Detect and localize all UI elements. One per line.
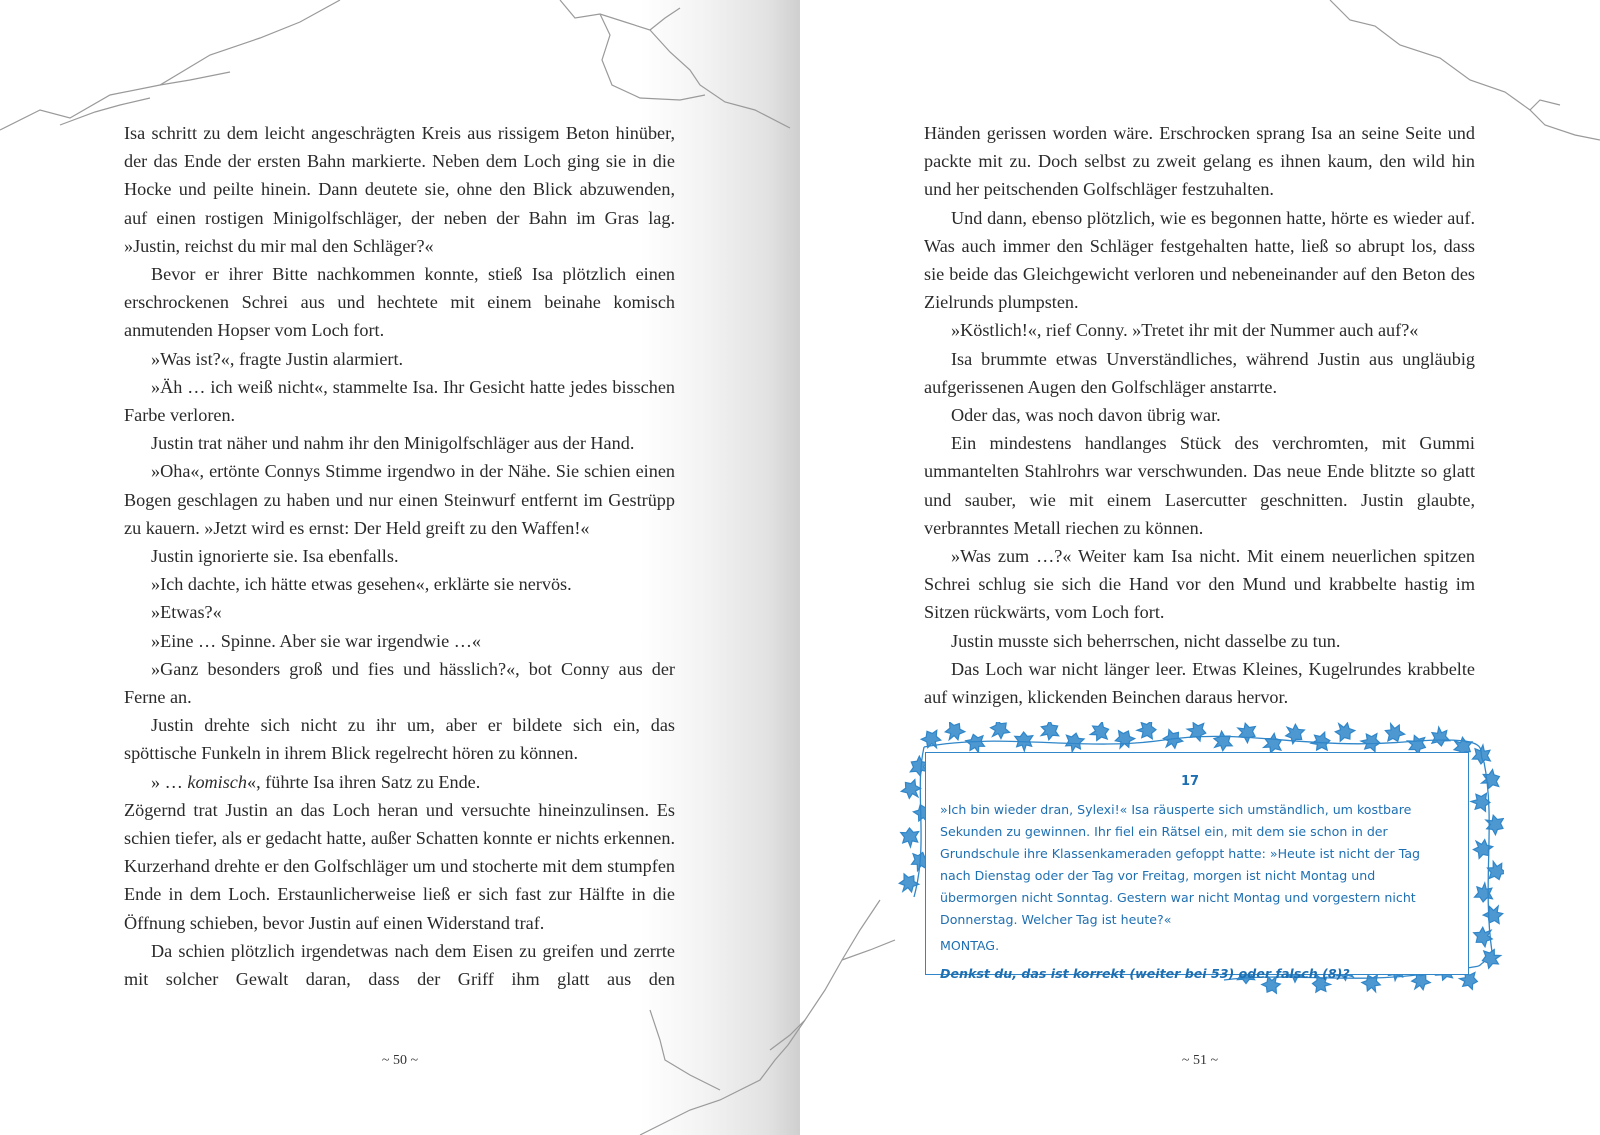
paragraph: »Etwas?« bbox=[151, 602, 222, 623]
paragraph: »Äh … ich weiß nicht«, stammelte Isa. Ihr Gesicht hatte jedes bisschen Farbe verloren. bbox=[124, 376, 675, 426]
paragraph: Justin drehte sich nicht zu ihr um, aber er bildete sich ein, das spöttische Funkeln in ihrem Blick regelrecht hören zu können. bbox=[124, 715, 675, 764]
riddle-content bbox=[940, 753, 1440, 985]
riddle-question-post: )? bbox=[1336, 966, 1350, 981]
komisch-italic: komisch bbox=[187, 771, 247, 792]
paragraph: Bevor er ihrer Bitte nachkommen konnte, stieß Isa plötzlich einen erschrockenen Schrei aus und hechtete mit einem beinahe komisch anmutenden Hopser vom Loch fort. bbox=[124, 264, 675, 341]
komisch-post: «, führte Isa ihren Satz zu Ende. bbox=[246, 771, 481, 792]
left-text-column bbox=[124, 119, 675, 993]
riddle-text: »Ich bin wieder dran, Sylexi!« Isa räusperte sich umständlich, um kostbare Sekunden zu gewinnen. Ihr fiel ein Rätsel ein, mit dem sie schon in der Grundschule ihre Klassenkameraden gefoppt hatte: »Heute ist nicht der Tag nach Dienstag oder der Tag vor Freitag, morgen ist nicht Montag und übermorgen nicht Sonntag. Gestern war nicht Montag und vorgestern nicht Donnerstag. Welcher Tag ist heute?« bbox=[940, 802, 1421, 927]
paragraph: Ein mindestens handlanges Stück des verchromten, mit Gummi ummantelten Stahlrohrs war verschwunden. Das neue Ende blitzte so glatt und sauber, wie mit einem Lasercutter geschnitten. Justin glaubte, verbranntes Metall riechen zu können. bbox=[924, 433, 1475, 538]
paragraph-komisch bbox=[124, 768, 675, 796]
paragraph: »Was zum …?« Weiter kam Isa nicht. Mit einem neuerlichen spitzen Schrei schlug sie sich die Hand vor den Mund und krabbelte hastig im Sitzen rückwärts, vom Loch fort. bbox=[924, 546, 1475, 623]
paragraph: Isa brummte etwas Unverständliches, während Justin aus ungläubig aufgerissenen Augen den Golfschläger anstarrte. bbox=[924, 348, 1475, 397]
paragraph: Justin musste sich beherrschen, nicht dasselbe zu tun. bbox=[951, 630, 1341, 651]
paragraph: Zögernd trat Justin an das Loch heran und versuchte hineinzulinsen. Es schien tiefer, als er gedacht hatte, außer Schatten konnte er nichts erkennen. Kurzerhand drehte er den Golfschläger um und stocherte mit dem stumpfen Ende in dem Loch. Erstaunlicherweise ließ er sich fast zur Hälfte in die Öffnung schieben, bevor Justin auf einen Widerstand traf. bbox=[124, 799, 675, 933]
paragraph: »Ich dachte, ich hätte etwas gesehen«, erklärte sie nervös. bbox=[151, 574, 572, 595]
paragraph: »Köstlich!«, rief Conny. »Tretet ihr mit der Nummer auch auf?« bbox=[951, 320, 1419, 341]
riddle-answer: MONTAG. bbox=[940, 938, 1000, 953]
riddle-box bbox=[925, 752, 1469, 981]
komisch-pre: » … bbox=[151, 771, 188, 792]
right-page bbox=[800, 0, 1600, 1135]
page-number-left: ~ 50 ~ bbox=[381, 1053, 419, 1068]
paragraph: Oder das, was noch davon übrig war. bbox=[951, 405, 1221, 426]
paragraph: Das Loch war nicht länger leer. Etwas Kleines, Kugelrundes krabbelte auf winzigen, klickenden Beinchen daraus hervor. bbox=[924, 658, 1475, 708]
paragraph: Justin ignorierte sie. Isa ebenfalls. bbox=[151, 546, 399, 567]
paragraph: Da schien plötzlich irgendetwas nach dem Eisen zu greifen und zerrte mit solcher Gewalt daran, dass der Griff ihm glatt aus den bbox=[124, 940, 675, 990]
paragraph: Händen gerissen worden wäre. Erschrocken sprang Isa an seine Seite und packte mit zu. Doch selbst zu zweit gelang es ihnen kaum, den wild hin und her peitschenden Golfschläger festzuhalten. bbox=[924, 123, 1475, 200]
paragraph: »Oha«, ertönte Connys Stimme irgendwo in der Nähe. Sie schien einen Bogen geschlagen zu haben und nur einen Steinwurf entfernt im Gestrüpp zu kauern. »Jetzt wird es ernst: Der Held greift zu den Waffen!« bbox=[124, 461, 675, 538]
riddle-number: 17 bbox=[1180, 774, 1200, 789]
paragraph: Und dann, ebenso plötzlich, wie es begonnen hatte, hörte es wieder auf. Was auch immer den Schläger festgehalten hatte, ließ so abrupt los, dass sie beide das Gleichgewicht verloren und nebeneinander auf den Beton des Zielrunds plumpsten. bbox=[924, 207, 1475, 313]
paragraph: »Was ist?«, fragte Justin alarmiert. bbox=[151, 348, 404, 369]
riddle-question bbox=[940, 963, 1440, 985]
paragraph: Justin trat näher und nahm ihr den Minigolfschläger aus der Hand. bbox=[151, 433, 635, 454]
riddle-question-mid: ) oder falsch ( bbox=[1228, 966, 1328, 981]
paragraph: Isa schritt zu dem leicht angeschrägten Kreis aus rissigem Beton hinüber, der das Ende der ersten Bahn markierte. Neben dem Loch ging sie in die Hocke und peilte hinein. Dann deutete sie, ohne den Blick abzuwenden, auf einen rostigen Minigolfschläger, der neben der Bahn im Gras lag. »Justin, reichst du mir mal den Schläger?« bbox=[124, 123, 675, 256]
page-number-right: ~ 51 ~ bbox=[1181, 1053, 1219, 1068]
riddle-question-pre: Denkst du, das ist korrekt (weiter bei bbox=[940, 966, 1211, 981]
riddle-panel bbox=[884, 722, 1504, 1002]
riddle-link-53: 53 bbox=[1210, 966, 1229, 981]
right-text-column bbox=[924, 119, 1475, 711]
paragraph: »Eine … Spinne. Aber sie war irgendwie …« bbox=[151, 630, 482, 651]
paragraph: »Ganz besonders groß und fies und hässlich?«, bot Conny aus der Ferne an. bbox=[124, 658, 675, 708]
riddle-link-8: 8 bbox=[1327, 966, 1337, 981]
